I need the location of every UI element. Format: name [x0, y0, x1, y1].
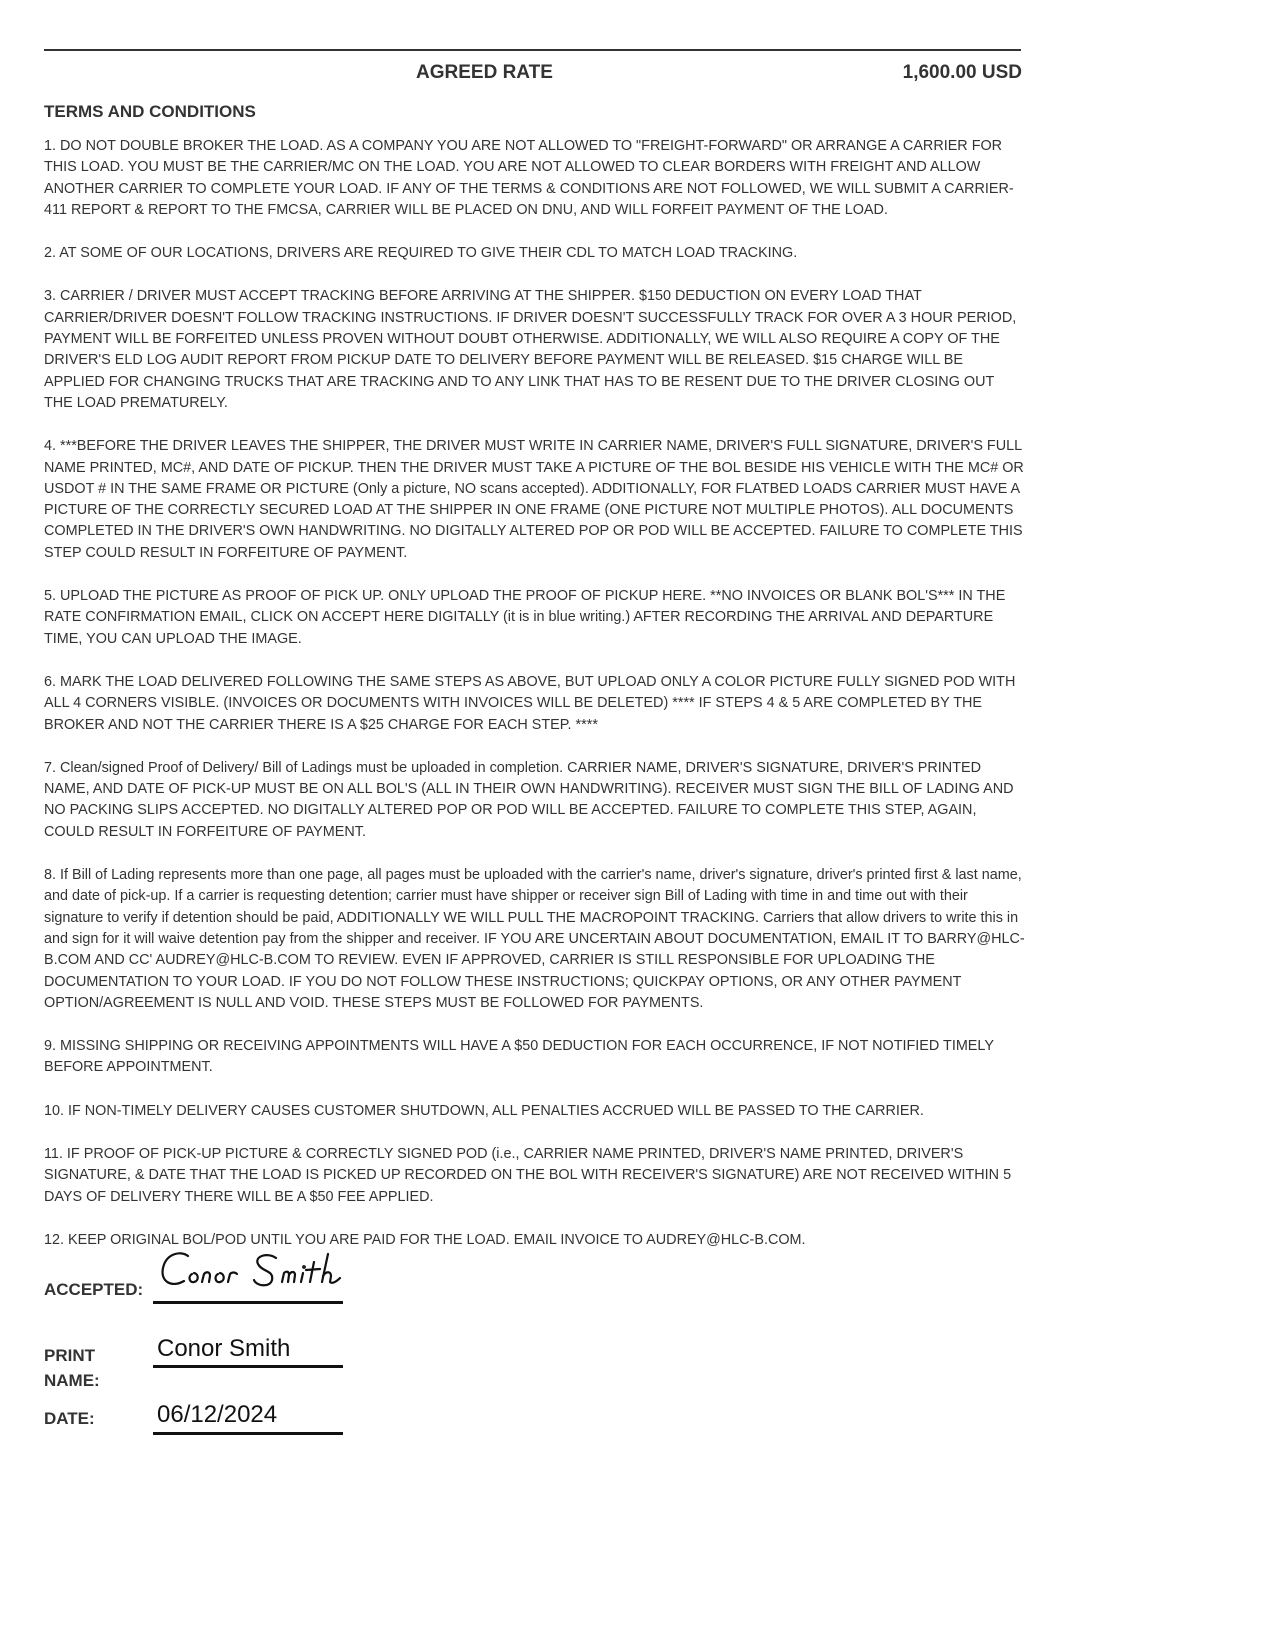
- print-name-label-line1: PRINT: [44, 1346, 95, 1365]
- term-12: 12. KEEP ORIGINAL BOL/POD UNTIL YOU ARE PAID FOR THE LOAD. EMAIL INVOICE TO AUDREY@HLC-B.COM.: [44, 1231, 806, 1248]
- accepted-signature-line: [153, 1301, 343, 1304]
- agreed-rate-label: AGREED RATE: [416, 62, 553, 83]
- term-1: 1. DO NOT DOUBLE BROKER THE LOAD. AS A COMPANY YOU ARE NOT ALLOWED TO "FREIGHT-FORWARD" OR ARRANGE A CARRIER FOR THIS LOAD. YOU MUST BE THE CARRIER/MC ON THE LOAD. YOU ARE NOT ALLOWED TO CLEAR BORDERS WITH FREIGHT AND ALLOW ANOTHER CARRIER TO COMPLETE YOUR LOAD. IF ANY OF THE TERMS & CONDITIONS ARE NOT FOLLOWED, WE WILL SUBMIT A CARRIER-411 REPORT & REPORT TO THE FMCSA, CARRIER WILL BE PLACED ON DNU, AND WILL FORFEIT PAYMENT OF THE LOAD.: [44, 138, 1014, 218]
- term-7: 7. Clean/signed Proof of Delivery/ Bill of Ladings must be uploaded in completion. CARRIER NAME, DRIVER'S SIGNATURE, DRIVER'S PRINTED NAME, AND DATE OF PICK-UP MUST BE ON ALL BOL'S (ALL IN THEIR OWN HANDWRITING). RECEIVER MUST SIGN THE BILL OF LADING AND NO PACKING SLIPS ACCEPTED. NO DIGITALLY ALTERED POP OR POD WILL BE ACCEPTED. FAILURE TO COMPLETE THIS STEP, AGAIN, COULD RESULT IN FORFEITURE OF PAYMENT.: [44, 759, 1014, 840]
- term-11: 11. IF PROOF OF PICK-UP PICTURE & CORRECTLY SIGNED POD (i.e., CARRIER NAME PRINTED, DRIVER'S NAME PRINTED, DRIVER'S SIGNATURE, & DATE THAT THE LOAD IS PICKED UP RECORDED ON THE BOL WITH RECEIVER'S SIGNATURE) ARE NOT RECEIVED WITHIN 5 DAYS OF DELIVERY THERE WILL BE A $50 FEE APPLIED.: [44, 1145, 1012, 1205]
- term-10: 10. IF NON-TIMELY DELIVERY CAUSES CUSTOMER SHUTDOWN, ALL PENALTIES ACCRUED WILL BE PASSED TO THE CARRIER.: [44, 1102, 924, 1119]
- top-rule: [44, 49, 1021, 51]
- term-4: 4. ***BEFORE THE DRIVER LEAVES THE SHIPPER, THE DRIVER MUST WRITE IN CARRIER NAME, DRIVER'S FULL SIGNATURE, DRIVER'S FULL NAME PRINTED, MC#, AND DATE OF PICKUP. THEN THE DRIVER MUST TAKE A PICTURE OF THE BOL BESIDE HIS VEHICLE WITH THE MC# OR USDOT # IN THE SAME FRAME OR PICTURE (Only a picture, NO scans accepted). ADDITIONALLY, FOR FLATBED LOADS CARRIER MUST HAVE A PICTURE OF THE CORRECTLY SECURED LOAD AT THE SHIPPER IN ONE FRAME (ONE PICTURE NOT MULTIPLE PHOTOS). ALL DOCUMENTS COMPLETED IN THE DRIVER'S OWN HANDWRITING. NO DIGITALLY ALTERED POP OR POD WILL BE ACCEPTED. FAILURE TO COMPLETE THIS STEP COULD RESULT IN FORFEITURE OF PAYMENT.: [44, 438, 1024, 561]
- handwritten-signature: [158, 1248, 368, 1300]
- accepted-label: ACCEPTED:: [44, 1280, 144, 1299]
- term-5: 5. UPLOAD THE PICTURE AS PROOF OF PICK UP. ONLY UPLOAD THE PROOF OF PICKUP HERE. **NO INVOICES OR BLANK BOL'S*** IN THE RATE CONFIRMATION EMAIL, CLICK ON ACCEPT HERE DIGITALLY (it is in blue writing.) AFTER RECORDING THE ARRIVAL AND DEPARTURE TIME, YOU CAN UPLOAD THE IMAGE.: [44, 588, 1006, 647]
- term-2: 2. AT SOME OF OUR LOCATIONS, DRIVERS ARE REQUIRED TO GIVE THEIR CDL TO MATCH LOAD TRACKING.: [44, 245, 798, 262]
- term-9: 9. MISSING SHIPPING OR RECEIVING APPOINTMENTS WILL HAVE A $50 DEDUCTION FOR EACH OCCURRENCE, IF NOT NOTIFIED TIMELY BEFORE APPOINTMENT.: [44, 1038, 994, 1076]
- terms-heading: TERMS AND CONDITIONS: [44, 102, 256, 121]
- print-name-value: Conor Smith: [157, 1335, 291, 1362]
- date-value: 06/12/2024: [157, 1401, 278, 1428]
- term-3: 3. CARRIER / DRIVER MUST ACCEPT TRACKING BEFORE ARRIVING AT THE SHIPPER. $150 DEDUCTION ON EVERY LOAD THAT CARRIER/DRIVER DOESN'T FOLLOW TRACKING INSTRUCTIONS. IF DRIVER DOESN'T SUCCESSFULLY TRACK FOR OVER A 3 HOUR PERIOD, PAYMENT WILL BE FORFEITED UNLESS PROVEN WITHOUT DOUBT OTHERWISE. ADDITIONALLY, WE WILL ALSO REQUIRE A COPY OF THE DRIVER'S ELD LOG AUDIT REPORT FROM PICKUP DATE TO DELIVERY BEFORE PAYMENT WILL BE RELEASED. $15 CHARGE WILL BE APPLIED FOR CHANGING TRUCKS THAT ARE TRACKING AND TO ANY LINK THAT HAS TO BE RESENT DUE TO THE DRIVER CLOSING OUT THE LOAD PREMATURELY.: [44, 288, 1017, 411]
- date-label: DATE:: [44, 1409, 95, 1428]
- terms-list: [44, 136, 1026, 1273]
- print-name-label-line2: NAME:: [44, 1371, 100, 1390]
- agreed-rate-value: 1,600.00 USD: [902, 62, 1022, 83]
- term-8: 8. If Bill of Lading represents more than one page, all pages must be uploaded with the carrier's name, driver's signature, driver's printed first & last name, and date of pick-up. If a carrier is requesting detention; carrier must have shipper or receiver sign Bill of Lading with time in and time out with their signature to verify if detention should be paid, ADDITIONALLY WE WILL PULL THE MACROPOINT TRACKING. Carriers that allow drivers to write this in and sign for it will waive detention pay from the shipper and receiver. IF YOU ARE UNCERTAIN ABOUT DOCUMENTATION, EMAIL IT TO BARRY@HLC-B.COM AND CC' AUDREY@HLC-B.COM TO REVIEW. EVEN IF APPROVED, CARRIER IS STILL RESPONSIBLE FOR UPLOADING THE DOCUMENTATION TO YOUR LOAD. IF YOU DO NOT FOLLOW THESE INSTRUCTIONS; QUICKPAY OPTIONS, OR ANY OTHER PAYMENT OPTION/AGREEMENT IS NULL AND VOID. THESE STEPS MUST BE FOLLOWED FOR PAYMENTS.: [44, 867, 1025, 1011]
- term-6: 6. MARK THE LOAD DELIVERED FOLLOWING THE SAME STEPS AS ABOVE, BUT UPLOAD ONLY A COLOR PICTURE FULLY SIGNED POD WITH ALL 4 CORNERS VISIBLE. (INVOICES OR DOCUMENTS WITH INVOICES WILL BE DELETED) **** IF STEPS 4 & 5 ARE COMPLETED BY THE BROKER AND NOT THE CARRIER THERE IS A $25 CHARGE FOR EACH STEP. ****: [44, 673, 1016, 733]
- print-name-line: [153, 1365, 343, 1368]
- date-line: [153, 1432, 343, 1435]
- print-name-label: [44, 1343, 100, 1393]
